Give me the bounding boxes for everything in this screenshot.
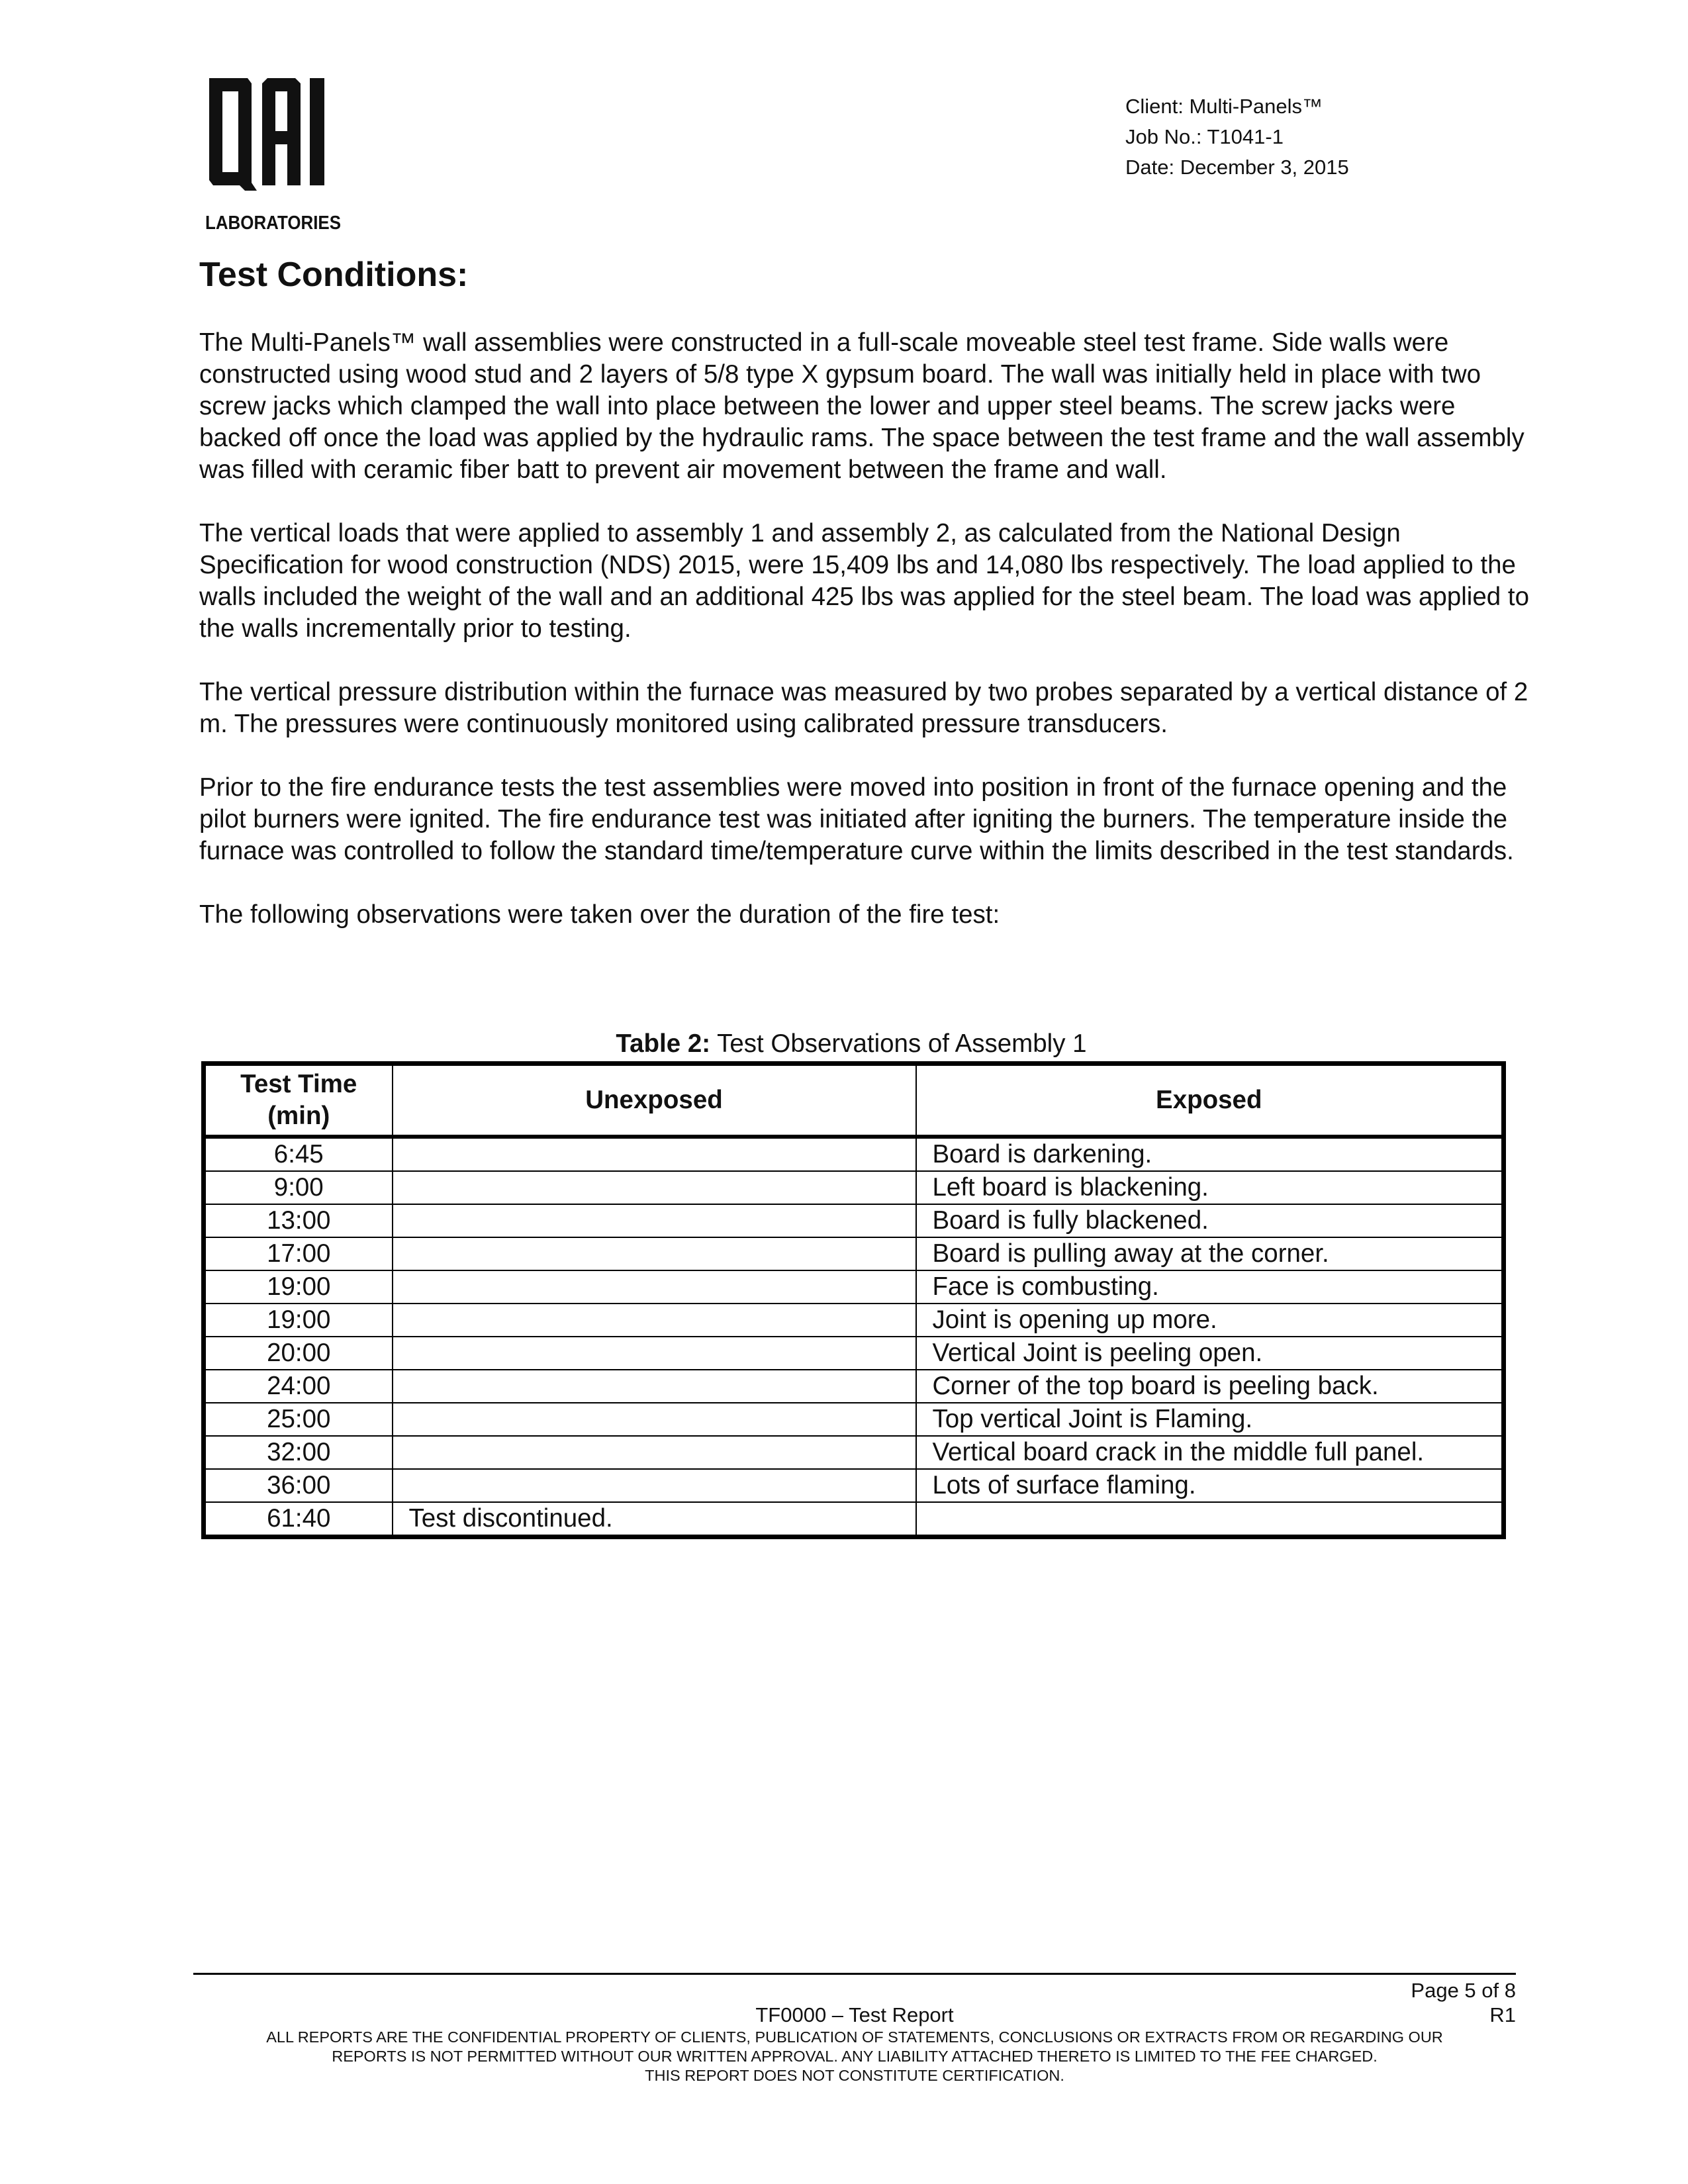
body-text [199, 327, 1530, 963]
cell-unexposed [393, 1304, 916, 1337]
cell-unexposed [393, 1403, 916, 1436]
paragraph-fire-endurance: Prior to the fire endurance tests the test assemblies were moved into position in front of the furnace opening and the pilot burners were ignited. The fire endurance test was initiated after igniting the burners. The temperature inside the furnace was controlled to follow the standard time/temperature curve within the limits described in the test standards. [199, 773, 1514, 865]
cell-unexposed [393, 1370, 916, 1403]
cell-unexposed [393, 1270, 916, 1304]
cell-unexposed [393, 1337, 916, 1370]
cell-unexposed: Test discontinued. [393, 1502, 916, 1537]
cell-exposed: Top vertical Joint is Flaming. [916, 1403, 1504, 1436]
footer-revision: R1 [1489, 2003, 1516, 2026]
header-test-time-line1: Test Time [240, 1070, 357, 1098]
cell-exposed [916, 1502, 1504, 1537]
table-row [204, 1337, 1504, 1370]
job-number-line: Job No.: T1041-1 [1125, 125, 1284, 148]
svg-text:LABORATORIES: LABORATORIES [205, 213, 341, 234]
cell-time: 20:00 [204, 1337, 393, 1370]
table-row [204, 1502, 1504, 1537]
cell-time: 17:00 [204, 1237, 393, 1270]
cell-exposed: Joint is opening up more. [916, 1304, 1504, 1337]
cell-time: 13:00 [204, 1204, 393, 1237]
cell-time: 61:40 [204, 1502, 393, 1537]
cell-time: 6:45 [204, 1137, 393, 1171]
table-row [204, 1204, 1504, 1237]
footer-divider [193, 1973, 1516, 1975]
cell-unexposed [393, 1237, 916, 1270]
header-exposed: Exposed [916, 1064, 1504, 1137]
cell-exposed: Board is fully blackened. [916, 1204, 1504, 1237]
page-number: Page 5 of 8 [1411, 1979, 1516, 2002]
footer-disclaimer [193, 2028, 1516, 2085]
table-row [204, 1171, 1504, 1204]
header-test-time [204, 1064, 393, 1137]
table-row [204, 1436, 1504, 1469]
cell-unexposed [393, 1204, 916, 1237]
paragraph-vertical-loads: The vertical loads that were applied to assembly 1 and assembly 2, as calculated from the National Design Specification for wood construction (NDS) 2015, were 15,409 lbs and 14,080 lbs respectively. The load applied to the walls included the weight of the wall and an additional 425 lbs was applied for the steel beam. The load was applied to the walls incrementally prior to testing. [199, 519, 1529, 643]
table-row [204, 1304, 1504, 1337]
cell-time: 36:00 [204, 1469, 393, 1502]
paragraph-pressure: The vertical pressure distribution within the furnace was measured by two probes separated by a vertical distance of 2 m. The pressures were continuously monitored using calibrated pressure transducers. [199, 678, 1528, 738]
cell-exposed: Left board is blackening. [916, 1171, 1504, 1204]
table-row [204, 1270, 1504, 1304]
cell-exposed: Face is combusting. [916, 1270, 1504, 1304]
cell-exposed: Lots of surface flaming. [916, 1469, 1504, 1502]
cell-time: 9:00 [204, 1171, 393, 1204]
client-line: Client: Multi-Panels™ [1125, 95, 1323, 118]
cell-unexposed [393, 1171, 916, 1204]
disclaimer-line: REPORTS IS NOT PERMITTED WITHOUT OUR WRITTEN APPROVAL. ANY LIABILITY ATTACHED THERETO IS LIMITED TO THE FEE CHARGED. [332, 2048, 1378, 2065]
table-row [204, 1403, 1504, 1436]
cell-time: 19:00 [204, 1304, 393, 1337]
cell-exposed: Board is pulling away at the corner. [916, 1237, 1504, 1270]
date-line: Date: December 3, 2015 [1125, 156, 1349, 179]
footer-document-title: TF0000 – Test Report [755, 2003, 954, 2026]
section-title: Test Conditions: [199, 256, 469, 294]
table-row [204, 1469, 1504, 1502]
cell-time: 19:00 [204, 1270, 393, 1304]
paragraph-observations-intro: The following observations were taken over the duration of the fire test: [199, 900, 1000, 929]
cell-time: 25:00 [204, 1403, 393, 1436]
cell-unexposed [393, 1436, 916, 1469]
cell-unexposed [393, 1469, 916, 1502]
table-row [204, 1137, 1504, 1171]
table-header-row [204, 1064, 1504, 1137]
cell-time: 24:00 [204, 1370, 393, 1403]
cell-exposed: Corner of the top board is peeling back. [916, 1370, 1504, 1403]
cell-unexposed [393, 1137, 916, 1171]
table-caption [199, 1027, 1503, 1061]
table-caption-label: Table 2: [616, 1029, 711, 1058]
qai-laboratories-logo [205, 71, 348, 237]
report-header-info [1125, 91, 1349, 183]
cell-exposed: Vertical Joint is peeling open. [916, 1337, 1504, 1370]
cell-exposed: Vertical board crack in the middle full panel. [916, 1436, 1504, 1469]
header-unexposed: Unexposed [393, 1064, 916, 1137]
paragraph-test-frame: The Multi-Panels™ wall assemblies were constructed in a full-scale moveable steel test frame. Side walls were constructed using wood stud and 2 layers of 5/8 type X gypsum board. The wall was initially held in place with two screw jacks which clamped the wall into place between the lower and upper steel beams. The screw jacks were backed off once the load was applied by the hydraulic rams. The space between the test frame and the wall assembly was filled with ceramic fiber batt to prevent air movement between the frame and wall. [199, 328, 1524, 484]
disclaimer-line: THIS REPORT DOES NOT CONSTITUTE CERTIFICATION. [645, 2067, 1064, 2084]
cell-time: 32:00 [204, 1436, 393, 1469]
observations-table [201, 1061, 1506, 1539]
table-caption-text: Test Observations of Assembly 1 [710, 1029, 1087, 1058]
table-row [204, 1370, 1504, 1403]
header-test-time-line2: (min) [267, 1102, 330, 1130]
table-row [204, 1237, 1504, 1270]
disclaimer-line: ALL REPORTS ARE THE CONFIDENTIAL PROPERTY OF CLIENTS, PUBLICATION OF STATEMENTS, CONCLUSIONS OR EXTRACTS FROM OR REGARDING OUR [266, 2028, 1443, 2046]
cell-exposed: Board is darkening. [916, 1137, 1504, 1171]
